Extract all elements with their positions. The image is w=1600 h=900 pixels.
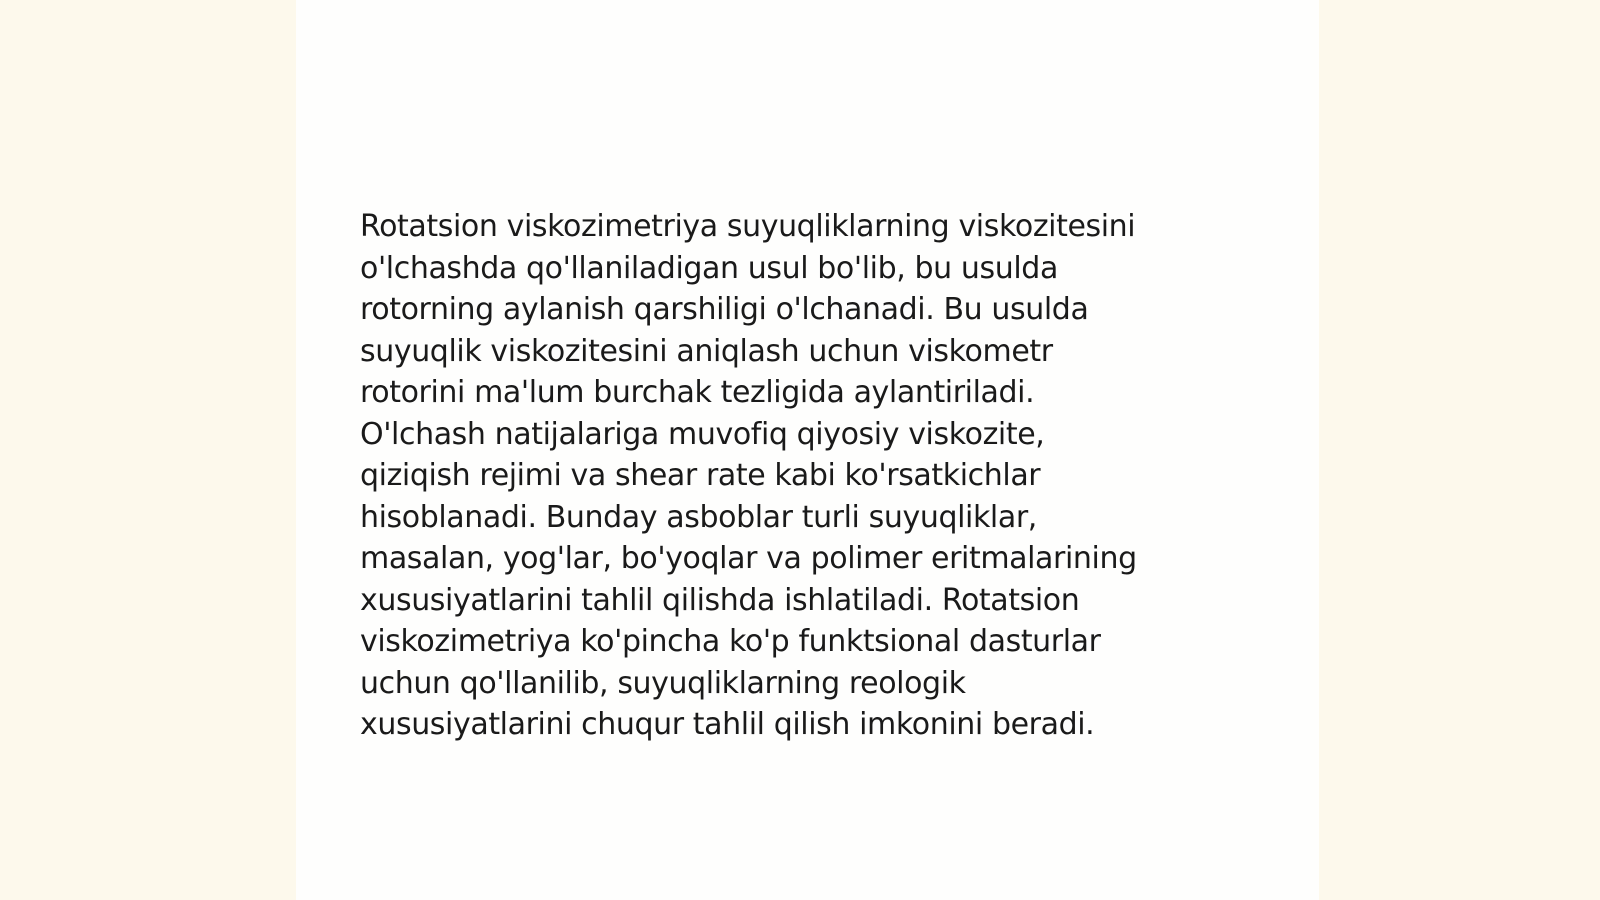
document-sheet bbox=[296, 0, 1319, 900]
paragraph-line: O'lchash natijalariga muvofiq qiyosiy viskozite, bbox=[360, 416, 1045, 452]
paragraph-line: rotorning aylanish qarshiligi o'lchanadi. Bu usulda bbox=[360, 292, 1089, 327]
paragraph-line: uchun qo'llanilib, suyuqliklarning reologik bbox=[360, 665, 966, 701]
paragraph-line: xususiyatlarini chuqur tahlil qilish imkonini beradi. bbox=[360, 707, 1095, 742]
paragraph-line: suyuqlik viskozitesini aniqlash uchun viskometr bbox=[360, 333, 1053, 369]
paragraph-line: hisoblanadi. Bunday asboblar turli suyuqliklar, bbox=[360, 499, 1037, 535]
paragraph-line: o'lchashda qo'llaniladigan usul bo'lib, bu usulda bbox=[360, 250, 1058, 286]
paragraph-line: Rotatsion viskozimetriya suyuqliklarning viskozitesini bbox=[360, 209, 1136, 244]
paragraph-line: qiziqish rejimi va shear rate kabi ko'rsatkichlar bbox=[360, 458, 1041, 493]
paragraph-line: viskozimetriya ko'pincha ko'p funktsional dasturlar bbox=[360, 624, 1101, 659]
body-paragraph bbox=[360, 206, 1240, 746]
paragraph-line: rotorini ma'lum burchak tezligida aylantiriladi. bbox=[360, 375, 1035, 410]
paragraph-line: masalan, yog'lar, bo'yoqlar va polimer eritmalarining bbox=[360, 541, 1137, 576]
paragraph-line: xususiyatlarini tahlil qilishda ishlatiladi. Rotatsion bbox=[360, 582, 1080, 618]
